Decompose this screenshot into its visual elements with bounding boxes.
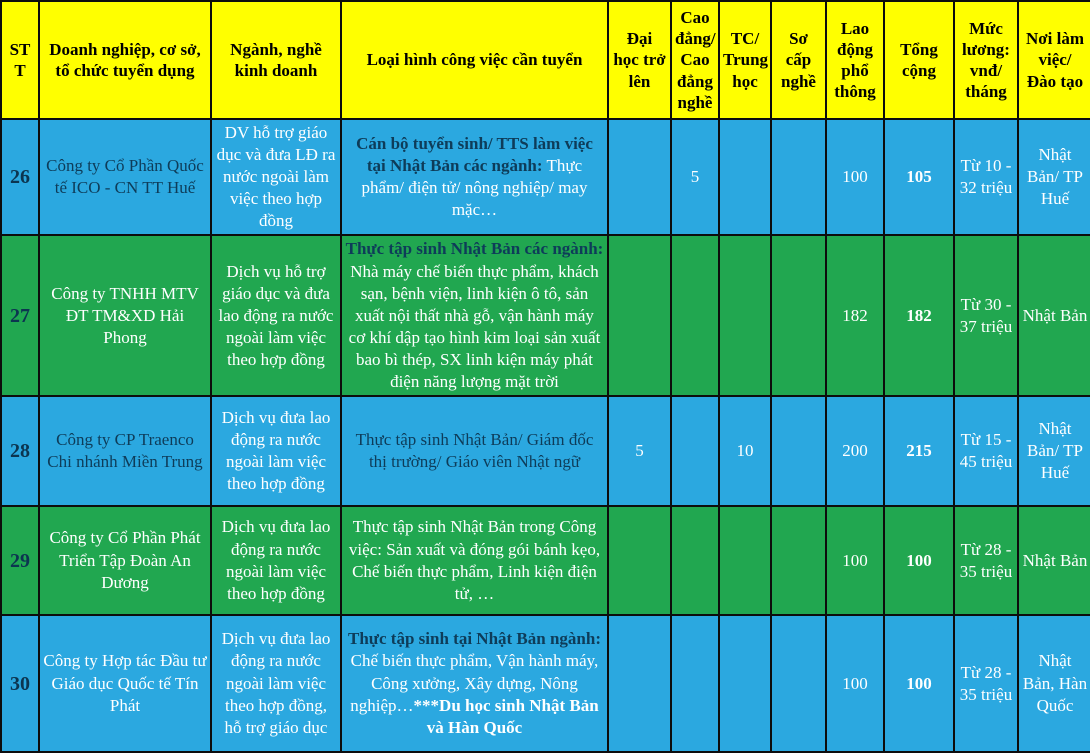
cell-university — [608, 119, 671, 235]
cell-business: Dịch vụ đưa lao động ra nước ngoài làm việc theo hợp đồng — [211, 506, 341, 615]
table-row-28 — [1, 396, 1090, 506]
cell-unskilled: 100 — [826, 119, 884, 235]
cell-intermediate — [719, 119, 771, 235]
cell-unskilled: 182 — [826, 235, 884, 396]
job-body: Nhà máy chế biến thực phẩm, khách sạn, bệnh viện, linh kiện ô tô, sản xuất nội thất nhà gỗ, vận hành máy cơ khí dập tạo hình kim loại sản xuất bao bì thép, SX linh kiện máy phát điện năng lượng mặt trời — [348, 261, 601, 392]
header-job-type: Loại hình công việc cần tuyển — [341, 1, 608, 119]
cell-location: Nhật Bản — [1018, 506, 1090, 615]
cell-location: Nhật Bản/ TP Huế — [1018, 119, 1090, 235]
cell-university: 5 — [608, 396, 671, 506]
table-row-29 — [1, 506, 1090, 615]
cell-business: DV hỗ trợ giáo dục và đưa LĐ ra nước ngoài làm việc theo hợp đồng — [211, 119, 341, 235]
header-location: Nơi làm việc/ Đào tạo — [1018, 1, 1090, 119]
cell-job — [341, 119, 608, 235]
cell-job — [341, 396, 608, 506]
cell-location: Nhật Bản — [1018, 235, 1090, 396]
header-total: Tổng cộng — [884, 1, 954, 119]
cell-college: 5 — [671, 119, 719, 235]
cell-total: 100 — [884, 615, 954, 752]
job-body: Thực tập sinh Nhật Bản/ Giám đốc thị trường/ Giáo viên Nhật ngữ — [355, 430, 594, 472]
cell-total: 105 — [884, 119, 954, 235]
header-college: Cao đẳng/ Cao đẳng nghề — [671, 1, 719, 119]
cell-elementary — [771, 396, 826, 506]
cell-intermediate — [719, 506, 771, 615]
cell-salary: Từ 15 - 45 triệu — [954, 396, 1018, 506]
header-business: Ngành, nghề kinh doanh — [211, 1, 341, 119]
cell-business: Dịch vụ đưa lao động ra nước ngoài làm việc theo hợp đồng, hỗ trợ giáo dục — [211, 615, 341, 752]
cell-company: Công ty CP Traenco Chi nhánh Miền Trung — [39, 396, 211, 506]
job-tail: ***Du học sinh Nhật Bản và Hàn Quốc — [413, 695, 599, 737]
cell-salary: Từ 28 - 35 triệu — [954, 506, 1018, 615]
cell-total: 215 — [884, 396, 954, 506]
cell-stt: 26 — [1, 119, 39, 235]
cell-college — [671, 235, 719, 396]
table-row-26 — [1, 119, 1090, 235]
header-unskilled: Lao động phổ thông — [826, 1, 884, 119]
cell-company: Công ty Hợp tác Đầu tư Giáo dục Quốc tế Tín Phát — [39, 615, 211, 752]
cell-job — [341, 506, 608, 615]
job-body: Thực phẩm/ điện tử/ nông nghiệp/ may mặc… — [361, 156, 588, 220]
cell-intermediate — [719, 235, 771, 396]
cell-salary: Từ 10 - 32 triệu — [954, 119, 1018, 235]
job-lead: Cán bộ tuyển sinh/ TTS làm việc tại Nhật Bản các ngành: — [356, 134, 593, 176]
cell-stt: 28 — [1, 396, 39, 506]
cell-company: Công ty Cổ Phần Quốc tế ICO - CN TT Huế — [39, 119, 211, 235]
cell-total: 182 — [884, 235, 954, 396]
cell-elementary — [771, 235, 826, 396]
header-row — [1, 1, 1090, 119]
header-company: Doanh nghiệp, cơ sở, tổ chức tuyển dụng — [39, 1, 211, 119]
cell-unskilled: 200 — [826, 396, 884, 506]
header-salary: Mức lương: vnđ/ tháng — [954, 1, 1018, 119]
job-lead: Thực tập sinh tại Nhật Bản ngành: — [348, 629, 601, 649]
cell-business: Dịch vụ đưa lao động ra nước ngoài làm việc theo hợp đồng — [211, 396, 341, 506]
cell-intermediate: 10 — [719, 396, 771, 506]
cell-stt: 29 — [1, 506, 39, 615]
job-body: Chế biến thực phẩm, Vận hành máy, Công xưởng, Xây dựng, Nông nghiệp… — [350, 651, 599, 715]
cell-business: Dịch vụ hỗ trợ giáo dục và đưa lao động ra nước ngoài làm việc theo hợp đồng — [211, 235, 341, 396]
job-lead: Thực tập sinh Nhật Bản các ngành: — [345, 239, 604, 259]
cell-location: Nhật Bản/ TP Huế — [1018, 396, 1090, 506]
cell-stt: 27 — [1, 235, 39, 396]
cell-total: 100 — [884, 506, 954, 615]
cell-company: Công ty TNHH MTV ĐT TM&XD Hải Phong — [39, 235, 211, 396]
header-university: Đại học trở lên — [608, 1, 671, 119]
cell-elementary — [771, 506, 826, 615]
cell-college — [671, 506, 719, 615]
job-body: Thực tập sinh Nhật Bản trong Công việc: Sản xuất và đóng gói bánh kẹo, Chế biến thực phẩm, Linh kiện điện tử, … — [348, 517, 601, 603]
cell-university — [608, 235, 671, 396]
header-intermediate: TC/ Trung học — [719, 1, 771, 119]
header-elementary: Sơ cấp nghề — [771, 1, 826, 119]
cell-location: Nhật Bản, Hàn Quốc — [1018, 615, 1090, 752]
cell-job — [341, 235, 608, 396]
header-stt: STT — [1, 1, 39, 119]
cell-company: Công ty Cổ Phần Phát Triển Tập Đoàn An Dương — [39, 506, 211, 615]
cell-unskilled: 100 — [826, 615, 884, 752]
cell-unskilled: 100 — [826, 506, 884, 615]
cell-salary: Từ 28 - 35 triệu — [954, 615, 1018, 752]
cell-university — [608, 506, 671, 615]
cell-elementary — [771, 119, 826, 235]
cell-college — [671, 396, 719, 506]
cell-stt: 30 — [1, 615, 39, 752]
cell-salary: Từ 30 - 37 triệu — [954, 235, 1018, 396]
table-row-27 — [1, 235, 1090, 396]
